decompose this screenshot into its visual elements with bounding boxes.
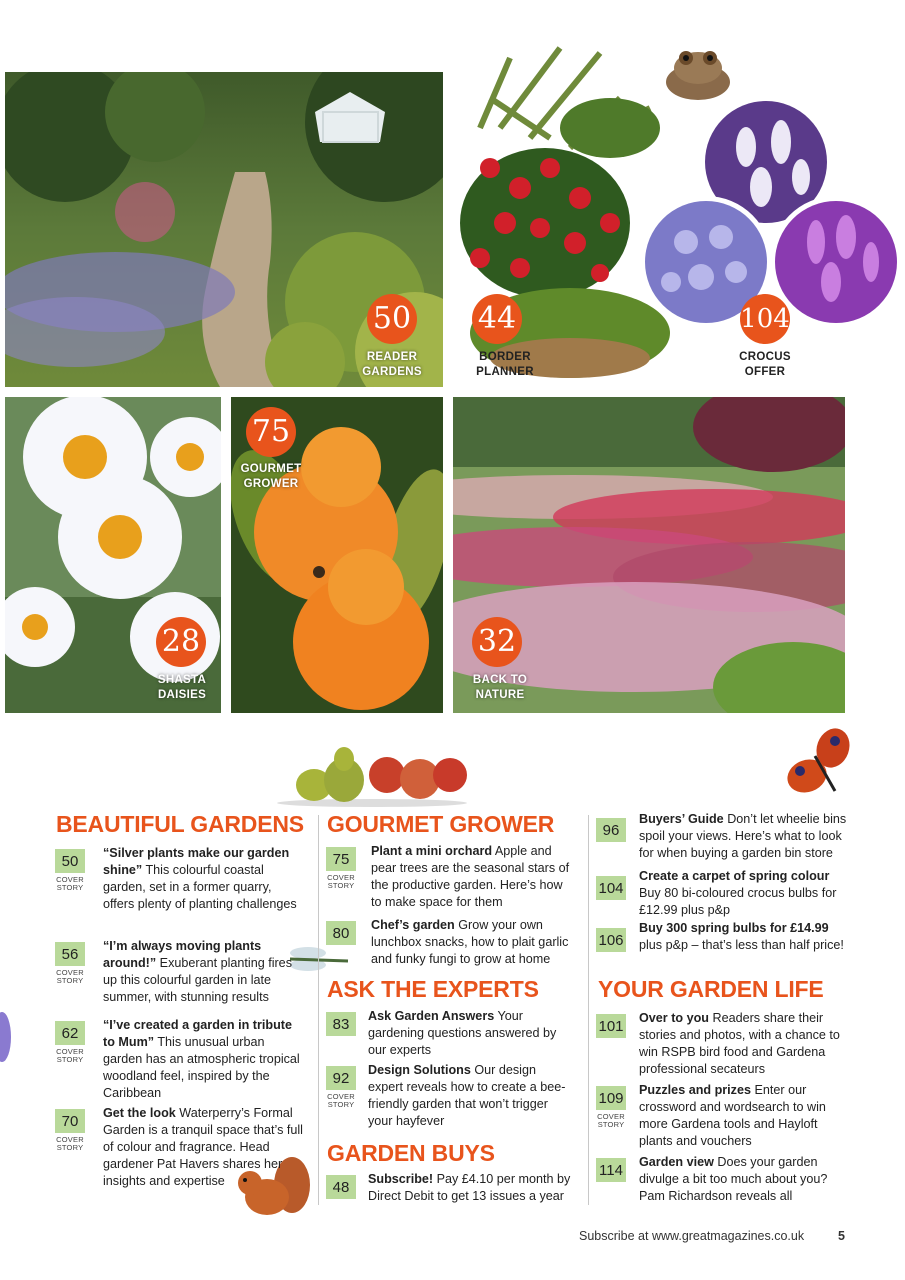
- caption-line: GROWER: [243, 478, 299, 490]
- section-title-your-garden-life: YOUR GARDEN LIFE: [598, 976, 824, 1002]
- caption-line: DAISIES: [157, 689, 207, 701]
- petal-icon: [0, 1010, 12, 1065]
- toc-description: Apple and pear trees are the seasonal stars of the productive garden. Here’s how to make space for them: [371, 844, 570, 909]
- feature-badge-shasta-daisies[interactable]: 28: [156, 617, 206, 667]
- toc-headline: Subscribe!: [368, 1172, 434, 1186]
- page-number: 96: [596, 818, 626, 842]
- caption-line: BORDER: [479, 351, 531, 363]
- toc-headline: Plant a mini orchard: [371, 844, 493, 858]
- toc-entry[interactable]: [596, 1083, 856, 1150]
- toc-headline: Get the look: [103, 1106, 176, 1120]
- toc-entry[interactable]: [596, 1155, 856, 1208]
- toc-entry[interactable]: [55, 846, 320, 929]
- page-number: 109: [596, 1086, 626, 1110]
- toc-entry-text: [639, 1010, 844, 1078]
- feature-caption-border-planner: [465, 350, 545, 380]
- page-number: 101: [596, 1014, 626, 1038]
- toc-entry[interactable]: [326, 1063, 588, 1130]
- cover-story-label: COVER STORY: [56, 968, 84, 985]
- page-number: 114: [596, 1158, 626, 1182]
- feature-badge-back-to-nature[interactable]: 32: [472, 617, 522, 667]
- section-title-garden-buys: GARDEN BUYS: [327, 1140, 495, 1166]
- page-number: 62: [55, 1021, 85, 1045]
- section-title-gourmet-grower: GOURMET GROWER: [327, 811, 555, 837]
- toc-description: Pay £4.10 per month by Direct Debit to get 13 issues a year: [368, 1172, 571, 1203]
- toc-entry-text: [103, 1105, 303, 1190]
- section-title-beautiful-gardens: BEAUTIFUL GARDENS: [56, 811, 304, 837]
- toc-entry[interactable]: [596, 921, 856, 968]
- cover-story-label: COVER STORY: [327, 1092, 355, 1109]
- toc-headline: Over to you: [639, 1011, 709, 1025]
- toc-description: Grow your own lunchbox snacks, how to plait garlic and funky fungi to grow at home: [371, 918, 569, 966]
- toc-entry-text: [371, 917, 581, 968]
- section-title-ask-the-experts: ASK THE EXPERTS: [327, 976, 539, 1002]
- toc-entry[interactable]: [326, 918, 588, 971]
- page-number: 92: [326, 1066, 356, 1090]
- caption-line: BACK TO: [472, 674, 528, 686]
- toc-entry[interactable]: [326, 844, 588, 911]
- page-number: 70: [55, 1109, 85, 1133]
- caption-line: CROCUS: [739, 351, 791, 363]
- fruit-icon: [272, 735, 472, 807]
- caption-line: READER: [366, 351, 418, 363]
- crocus-petal-image: [0, 1010, 12, 1065]
- toc-entry-text: [368, 1171, 578, 1205]
- toc-description: Does your garden divulge a bit too much about you? Pam Richardson reveals all: [639, 1155, 828, 1203]
- toc-entry[interactable]: [596, 812, 856, 868]
- feature-caption-back-to-nature: [460, 673, 540, 703]
- toc-headline: Puzzles and prizes: [639, 1083, 751, 1097]
- toc-entry-text: [103, 1017, 303, 1102]
- toc-headline: Chef’s garden: [371, 918, 455, 932]
- feature-badge-crocus-offer[interactable]: 104: [740, 294, 790, 344]
- caption-line: PLANNER: [476, 366, 534, 378]
- toc-description: This colourful coastal garden, set in a former quarry, offers plenty of planting challenges: [103, 863, 297, 911]
- cover-story-label: COVER STORY: [56, 1135, 84, 1152]
- column-divider: [588, 815, 589, 1205]
- meadow-image: [453, 397, 845, 713]
- caption-line: GOURMET: [240, 463, 302, 475]
- cover-story-label: COVER STORY: [56, 1047, 84, 1064]
- footer-page-number: 5: [838, 1229, 845, 1243]
- feature-caption-gourmet-grower: [231, 462, 311, 492]
- caption-line: OFFER: [744, 366, 786, 378]
- toc-description: Our design expert reveals how to create a bee-friendly garden that won’t trigger your hayfever: [368, 1063, 566, 1128]
- page-number: 80: [326, 921, 356, 945]
- footer-subscribe-text[interactable]: Subscribe at www.greatmagazines.co.uk: [579, 1229, 805, 1243]
- page-number: 106: [596, 928, 626, 952]
- page-number: 75: [326, 847, 356, 871]
- toc-entry-text: [639, 1154, 844, 1205]
- toc-entry-text: [639, 868, 851, 919]
- toc-headline: “Silver plants make our garden shine”: [103, 846, 290, 877]
- toc-headline: “I’m always moving plants around!”: [103, 939, 262, 970]
- crocus-image: [636, 92, 904, 326]
- toc-entry-text: [639, 920, 854, 954]
- toc-entry[interactable]: [55, 1018, 320, 1101]
- crocus-circles: [636, 92, 904, 326]
- back-to-nature-photo: [453, 397, 845, 713]
- toc-entry-text: [371, 843, 571, 911]
- toc-entry-text: [639, 811, 851, 862]
- feature-badge-border-planner[interactable]: 44: [472, 294, 522, 344]
- toc-entry[interactable]: [55, 939, 320, 1006]
- toc-headline: Buyers’ Guide: [639, 812, 724, 826]
- toc-description: This unusual urban garden has an atmospheric tropical woodland feel, inspired by the Caribbean: [103, 1035, 300, 1100]
- toc-entry-text: [368, 1008, 568, 1059]
- toc-entry[interactable]: [55, 1106, 320, 1209]
- toc-description: Don’t let wheelie bins spoil your views. Here’s what to look for when buying a garden bin store: [639, 812, 847, 860]
- page-number: 56: [55, 942, 85, 966]
- feature-caption-reader-gardens: [352, 350, 432, 380]
- cover-story-label: COVER STORY: [56, 875, 84, 892]
- butterfly-image: [785, 726, 857, 804]
- page-number: 50: [55, 849, 85, 873]
- caption-line: SHASTA: [157, 674, 207, 686]
- toc-entry[interactable]: [326, 1172, 588, 1215]
- page-number: 104: [596, 876, 626, 900]
- toc-entry-text: [103, 938, 303, 1006]
- cover-story-label: COVER STORY: [327, 873, 355, 890]
- toc-headline: Create a carpet of spring colour: [639, 869, 830, 883]
- toc-description: Enter our crossword and wordsearch to win more Gardena tools and Hayloft plants and vouchers: [639, 1083, 826, 1148]
- toc-description: Exuberant planting fires up this colourful garden in late summer, with stunning results: [103, 956, 292, 1004]
- feature-badge-gourmet-grower[interactable]: 75: [246, 407, 296, 457]
- toc-description: plus p&p – that’s less than half price!: [639, 938, 844, 952]
- toc-entry-text: [639, 1082, 844, 1150]
- feature-caption-crocus-offer: [725, 350, 805, 380]
- feature-caption-shasta-daisies: [142, 673, 222, 703]
- toc-entry-text: [368, 1062, 568, 1130]
- toc-headline: Ask Garden Answers: [368, 1009, 495, 1023]
- pears-and-apples-image: [272, 735, 472, 807]
- toc-headline: “I’ve created a garden in tribute to Mum”: [103, 1018, 292, 1049]
- toc-description: Readers share their stories and photos, with a chance to win RSPB bird food and Gardena professional secateurs: [639, 1011, 840, 1076]
- toc-entry-text: [103, 845, 303, 913]
- toc-headline: Garden view: [639, 1155, 714, 1169]
- caption-line: GARDENS: [362, 366, 422, 378]
- toc-entry[interactable]: [326, 1009, 588, 1062]
- toc-description: Waterperry’s Formal Garden is a tranquil space that’s full of colour and fragrance. Head gardener Pat Havers shares her insights and expertise: [103, 1106, 303, 1188]
- toc-description: Your gardening questions answered by our experts: [368, 1009, 557, 1057]
- toc-headline: Design Solutions: [368, 1063, 471, 1077]
- feature-badge-reader-gardens[interactable]: 50: [367, 294, 417, 344]
- toc-entry[interactable]: [596, 869, 856, 917]
- toc-description: Buy 80 bi-coloured crocus bulbs for £12.99 plus p&p: [639, 886, 837, 917]
- butterfly-icon: [785, 726, 857, 804]
- toc-entry[interactable]: [596, 1011, 856, 1078]
- caption-line: NATURE: [475, 689, 525, 701]
- page-number: 83: [326, 1012, 356, 1036]
- page-number: 48: [326, 1175, 356, 1199]
- cover-story-label: COVER STORY: [597, 1112, 625, 1129]
- toc-headline: Buy 300 spring bulbs for £14.99: [639, 921, 829, 935]
